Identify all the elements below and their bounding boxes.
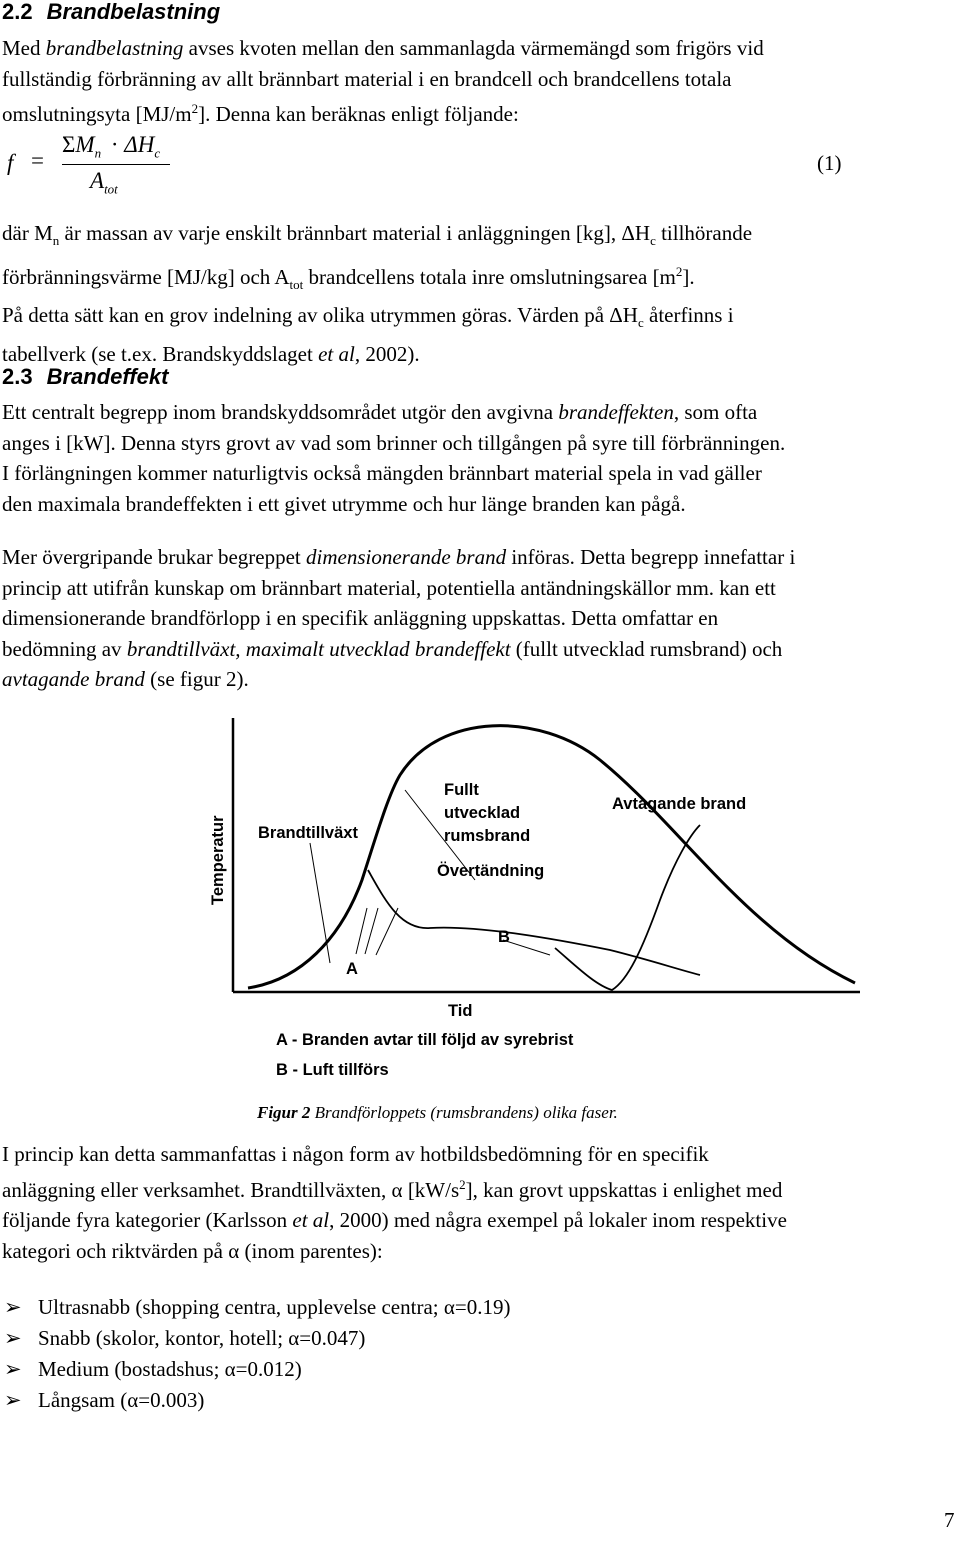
text-run: ΔH — [609, 303, 638, 328]
text-line — [2, 257, 960, 301]
formula-equals: = — [31, 148, 44, 173]
label-a: A — [346, 960, 358, 978]
text-run: införas. Detta begrepp innefattar i — [506, 545, 796, 569]
paragraph-variables — [2, 218, 960, 370]
arrow-bullet-icon: ➢ — [4, 1388, 22, 1412]
text-line: fullständig förbränning av allt brännbart material i en brandcell och brandcellens totala — [2, 66, 732, 91]
text-run: följande fyra kategorier (Karlsson — [2, 1208, 293, 1232]
text-run: Med — [2, 36, 46, 60]
text-line: I princip kan detta sammanfattas i någon form av hotbildsbedömning för en specifik — [2, 1142, 709, 1166]
text-line — [2, 397, 960, 428]
list-item — [4, 1323, 510, 1354]
formula-delta-h: ΔH — [124, 132, 155, 157]
text-run: På detta sätt kan en grov indelning av olika utrymmen göras. Värden på — [2, 303, 610, 328]
paragraph-definition — [2, 33, 960, 130]
text-line — [2, 1236, 960, 1267]
text-line: den maximala brandeffekten i ett givet utrymme och hur länge branden kan pågå. — [2, 491, 686, 516]
text-line: dimensionerande brandförlopp i en specifik anläggning uppskattas. Detta omfattar en — [2, 606, 719, 630]
paragraph-dimensionerande — [2, 542, 960, 695]
text-run: omslutningsyta [MJ/m — [2, 102, 192, 126]
text-run: brandcellens totala inre omslutningsarea [m — [303, 264, 676, 289]
text-run: avses kvoten mellan den sammanlagda värmemängd som frigörs vid — [183, 36, 764, 60]
superscript: 2 — [191, 101, 199, 116]
category-list — [4, 1292, 510, 1416]
label-decay: Avtagande brand — [612, 795, 747, 813]
legend-b: B - Luft tillförs — [276, 1061, 389, 1079]
formula-denominator — [90, 168, 118, 198]
text-run: Ett centralt begrepp inom brandskyddsområdet utgör den avgivna — [2, 400, 559, 424]
text-line — [2, 664, 960, 695]
formula-m-sub: n — [94, 145, 102, 161]
section-heading-2-3 — [2, 364, 168, 390]
text-line — [2, 542, 960, 573]
formula-a: A — [90, 168, 105, 193]
list-item-text: Ultrasnabb (shopping centra, upplevelse centra; α=0.19) — [38, 1295, 511, 1319]
text-run: ], kan grovt uppskattas i enlighet med — [465, 1177, 783, 1202]
italic-run: dimensionerande brand — [306, 545, 507, 569]
text-run: (inom parentes): — [239, 1238, 383, 1263]
arrow-bullet-icon: ➢ — [4, 1357, 22, 1381]
superscript: 2 — [675, 263, 683, 279]
arrow-bullet-icon: ➢ — [4, 1326, 22, 1350]
legend-a: A - Branden avtar till följd av syrebrist — [276, 1031, 574, 1049]
text-line — [2, 218, 960, 257]
text-line: I förlängningen kommer naturligtvis också mängden brännbart material spela in vad gäller — [2, 461, 762, 485]
text-run: ]. Denna kan beräknas enligt följande: — [198, 102, 519, 126]
text-run: , som ofta — [673, 400, 758, 424]
alpha-symbol: α — [391, 1177, 403, 1202]
paragraph-summary — [2, 1139, 960, 1266]
formula-h-sub: c — [154, 145, 161, 161]
pointer-b — [503, 940, 550, 955]
pointer-a — [365, 908, 378, 954]
label-flashover: Övertändning — [437, 862, 545, 880]
label-growth: Brandtillväxt — [258, 824, 358, 842]
formula-numerator — [62, 132, 160, 162]
text-run: (fullt utvecklad rumsbrand) och — [510, 636, 783, 661]
text-run: tabellverk (se t.ex. Brandskyddslaget — [2, 342, 319, 367]
arrow-bullet-icon: ➢ — [4, 1295, 22, 1319]
text-run: är massan av varje enskilt brännbart material i anläggningen [kg], — [59, 221, 622, 245]
fraction-bar — [62, 164, 170, 165]
curve-a-oxygen-shortage — [368, 870, 700, 975]
formula-1 — [0, 128, 960, 203]
pointer-a — [376, 908, 398, 955]
text-run: (se figur 2). — [144, 667, 249, 691]
text-run: , 2000) med några exempel på lokaler inom respektive — [329, 1208, 787, 1232]
label-full-line1: Fullt — [444, 781, 479, 799]
label-full-line2: utvecklad — [444, 804, 521, 822]
subscript: n — [52, 233, 60, 249]
text-line — [2, 300, 960, 339]
pointer-a — [356, 908, 367, 954]
figure-fire-phases — [0, 700, 960, 1100]
section-title: Brandbelastning — [46, 0, 221, 24]
pointer-growth — [310, 843, 330, 963]
formula-dot: · — [110, 132, 119, 157]
y-axis-label: Temperatur — [209, 815, 227, 905]
caption-text: Brandförloppets (rumsbrandens) olika faser. — [310, 1103, 618, 1122]
text-run: bedömning av — [2, 636, 127, 661]
caption-label: Figur 2 — [257, 1103, 311, 1122]
formula-m: M — [75, 132, 95, 157]
formula-a-sub: tot — [104, 181, 118, 197]
text-line — [2, 94, 960, 130]
formula-lhs: f — [7, 150, 14, 175]
text-line — [2, 33, 960, 64]
sum-symbol: Σ — [62, 132, 76, 157]
page-number: 7 — [944, 1508, 955, 1532]
text-run: ΔH — [621, 221, 651, 245]
italic-run: avtagande brand — [2, 667, 145, 691]
section-heading-2-2 — [2, 0, 220, 25]
text-run: ]. — [682, 264, 695, 289]
text-run: Mer övergripande brukar begreppet — [2, 545, 306, 569]
italic-run: et al — [318, 342, 355, 367]
section-number: 2.3 — [2, 364, 33, 389]
text-run: anläggning eller verksamhet. Brandtillväxten, — [2, 1177, 392, 1202]
text-run: återfinns i — [643, 303, 734, 328]
curve-b-air-supplied — [555, 825, 700, 990]
text-line — [2, 1170, 960, 1206]
list-item — [4, 1292, 510, 1323]
text-run: förbränningsvärme [MJ/kg] och A — [2, 264, 290, 289]
text-run: där M — [2, 221, 53, 245]
label-full-line3: rumsbrand — [444, 827, 531, 845]
list-item — [4, 1354, 510, 1385]
paragraph-brandeffekt — [2, 397, 960, 519]
text-line — [2, 634, 960, 665]
italic-run: brandeffekten — [558, 400, 674, 424]
figure-caption — [257, 1103, 618, 1123]
subscript: c — [637, 315, 644, 331]
section-number: 2.2 — [2, 0, 33, 24]
text-line: princip att utifrån kunskap om brännbart material, potentiella antändningskällor mm. kan ett — [2, 575, 776, 600]
superscript: 2 — [459, 1176, 466, 1192]
list-item-text: Medium (bostadshus; α=0.012) — [38, 1357, 302, 1381]
list-item-text: Snabb (skolor, kontor, hotell; α=0.047) — [38, 1326, 366, 1350]
text-line — [2, 1205, 960, 1236]
term-brandbelastning: brandbelastning — [45, 36, 184, 60]
text-run: [kW/s — [402, 1177, 460, 1202]
italic-run: et al — [292, 1208, 330, 1232]
alpha-symbol: α — [228, 1238, 240, 1263]
italic-run: brandtillväxt, maximalt utvecklad brandeffekt — [126, 636, 511, 661]
list-item — [4, 1385, 510, 1416]
subscript: c — [650, 233, 656, 249]
text-run: , 2002). — [354, 342, 420, 367]
text-run: tillhörande — [655, 221, 753, 245]
x-axis-label: Tid — [448, 1002, 473, 1020]
label-b: B — [498, 928, 510, 946]
section-title: Brandeffekt — [46, 364, 169, 389]
equation-number: (1) — [817, 151, 842, 175]
subscript: tot — [289, 276, 304, 292]
list-item-text: Långsam (α=0.003) — [38, 1388, 205, 1412]
text-line: anges i [kW]. Denna styrs grovt av vad som brinner och tillgången på syre till förbränningen. — [2, 430, 786, 455]
main-fire-curve — [248, 726, 855, 988]
text-run: kategori och riktvärden på — [2, 1238, 229, 1263]
